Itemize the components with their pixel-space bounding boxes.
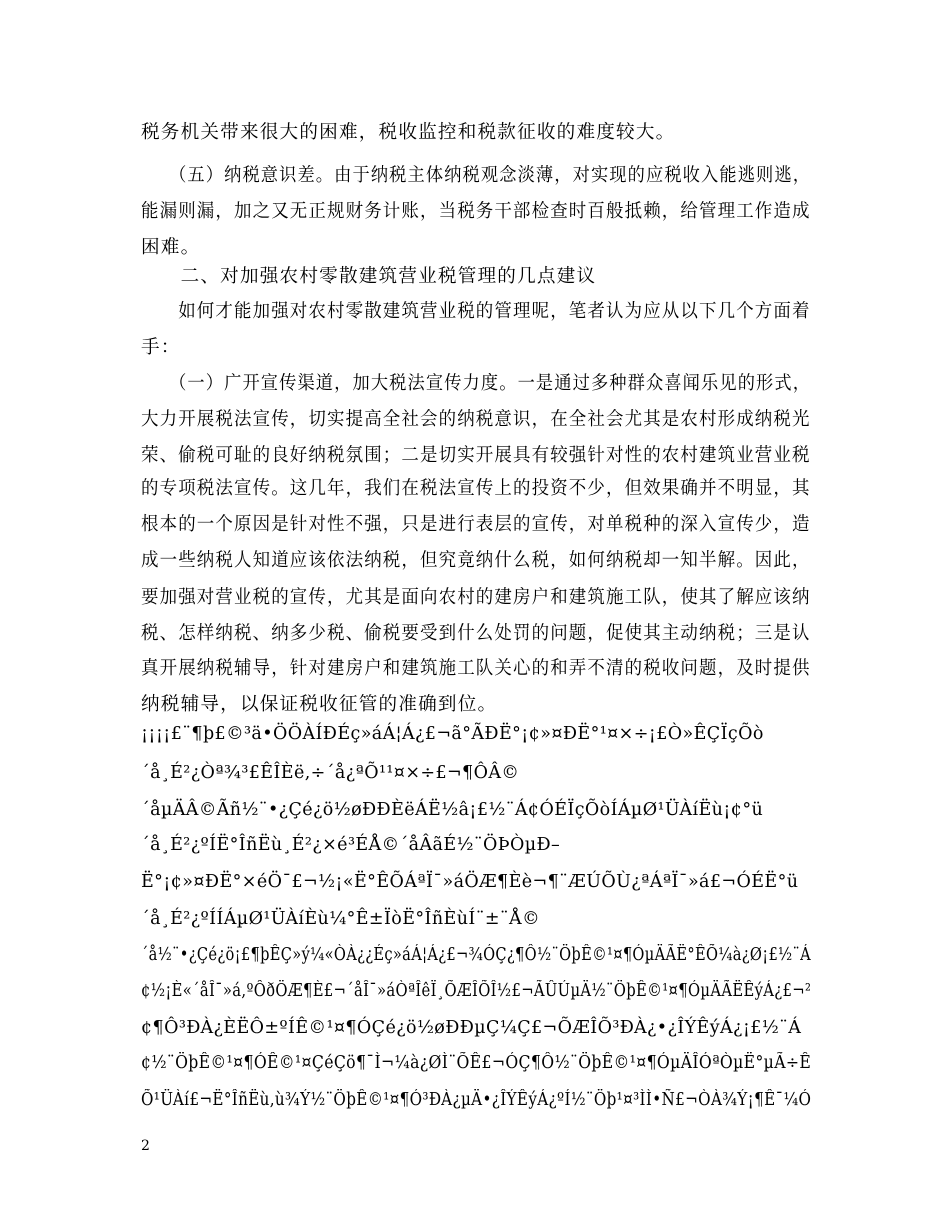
text-line: 大力开展税法宣传，切实提高全社会的纳税意识，在全社会尤其是农村形成纳税光: [141, 409, 811, 430]
text-line: 要加强对营业税的宣传，尤其是面向农村的建房户和建筑施工队，使其了解应该纳: [141, 587, 811, 608]
page-number: 2: [141, 1138, 150, 1154]
text-line: 纳税辅导，以保证税收征管的准确到位。: [141, 694, 498, 715]
garbled-line: ¢½¨ÖþÊ©¹¤¶ÓÊ©¹¤ÇéÇö¶¯Ì¬¼à¿ØÌ¨ÕÊ£¬ÓÇ¶Ô½¨ÖþÊ©¹¤¶ÓµÄÎÓªÒµË°µÃ÷Ê: [141, 1053, 812, 1073]
text-line: 能漏则漏，加之又无正规财务计账，当税务干部检查时百般抵赖，给管理工作造成: [141, 201, 811, 222]
text-line: 手：: [141, 337, 181, 358]
text-line: 根本的一个原因是针对性不强，只是进行表层的宣传，对单税种的深入宣传少，造: [141, 514, 811, 535]
garbled-line: ¡¡¡¡£¨¶þ£©³ä•ÖÖÀÍÐÉç»áÁ¦Á¿£¬ã°ÃÐË°¡¢»¤ÐË°¹¤×÷¡£Ò»ÊÇÏçÕò: [141, 724, 764, 744]
text-line: （五）纳税意识差。由于纳税主体纳税观念淡薄，对实现的应税收入能逃则逃，: [141, 165, 812, 186]
text-line: （一）广开宣传渠道，加大税法宣传力度。一是通过多种群众喜闻乐见的形式，: [141, 373, 812, 394]
garbled-line: Õ¹ÜÀí£¬Ë°ÎñËù,ù¾Ý½¨ÖþÊ©¹¤¶Ó³ÐÀ¿µÄ•¿ÎÝÊýÁ¿ºÍ½¨Öþ¹¤³ÌÌ•Ñ£¬ÒÀ¾Ý¡¶Ê¯¼Ó: [141, 1090, 812, 1110]
garbled-line: ¢½¡È«´åÎ¯»á,ºÔðÖÆ¶È£¬´åÎ¯»áÒªÎêÏ¸ÕÆÎÕÎ½£¬ÃÛÚµÄ½¨ÖþÊ©¹¤¶ÓµÄÃËÊýÁ¿£¬²: [141, 981, 812, 1001]
garbled-line: ´å¸É²¿Òª¾³£ÊÎÈë,÷´å¿ªÕ¹¹¤×÷£¬¶ÔÂ©: [141, 763, 520, 783]
garbled-line: ´å½¨•¿Çé¿ö¡£¶þÊÇ»ý¼«ÒÀ¿¿Éç»áÁ¦Á¿£¬¾ÓÇ¿¶Ô½¨ÖþÊ©¹¤¶ÓµÄÃË°ÊÕ¼à¿Ø¡£½¨Á: [141, 945, 812, 965]
text-line: 的专项税法宣传。这几年，我们在税法宣传上的投资不少，但效果确并不明显，其: [141, 478, 811, 499]
text-line: 税、怎样纳税、纳多少税、偷税要受到什么处罚的问题，促使其主动纳税；三是认: [141, 623, 811, 644]
text-line: 二、对加强农村零散建筑营业税管理的几点建议: [141, 266, 597, 287]
text-line: 荣、偷税可耻的良好纳税氛围；二是切实开展具有较强针对性的农村建筑业营业税: [141, 445, 811, 466]
garbled-line: ´å¸É²¿ºÍË°ÎñËù¸É²¿×é³ÉÅ©´åÂãÉ½¨ÖÞÒµÐ–: [141, 835, 561, 855]
text-line: 困难。: [141, 237, 201, 258]
text-line: 真开展纳税辅导，针对建房户和建筑施工队关心的和弄不清的税收问题，及时提供: [141, 658, 811, 679]
text-line: 税务机关带来很大的困难，税收监控和税款征收的难度较大。: [141, 122, 676, 143]
garbled-line: ´åµÄÂ©Ãñ½¨•¿Çé¿ö½øÐÐÈëÁË½â¡£½¨Á¢ÓÉÏçÕòÍÁµØ¹ÜÀíËù¡¢°ü: [141, 800, 764, 820]
garbled-line: ´å¸É²¿ºÍÍÁµØ¹ÜÀíÈù¼°Ê±ÏòË°ÎñÈùÍ¨±¨Å©: [141, 909, 540, 929]
garbled-line: ¢¶Ô³ÐÀ¿ÈËÔ±ºÍÊ©¹¤¶ÓÇé¿ö½øÐÐµÇ¼Ç£¬ÕÆÎÕ³ÐÀ¿•¿ÎÝÊýÁ¿¡£½¨Á: [141, 1018, 802, 1038]
text-line: 如何才能加强对农村零散建筑营业税的管理呢，笔者认为应从以下几个方面着: [141, 301, 811, 322]
text-line: 成一些纳税人知道应该依法纳税，但究竟纳什么税，如何纳税却一知半解。因此，: [141, 550, 811, 571]
garbled-line: Ë°¡¢»¤ÐË°×éÖ¯£¬½¡«Ë°ÊÕÁªÏ¯»áÖÆ¶Èè¬¶¨ÆÚÕÙ¿ªÁªÏ¯»á£¬ÓÉË°ü: [141, 872, 799, 892]
